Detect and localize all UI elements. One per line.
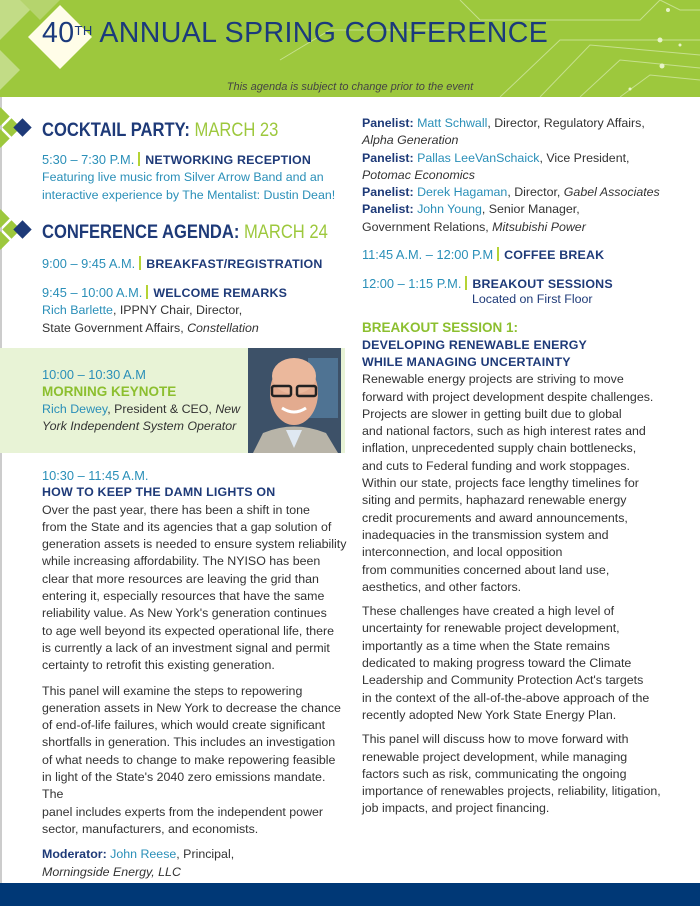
panel-description-1 — [42, 502, 347, 675]
cocktail-heading: COCKTAIL PARTY: MARCH 23 — [42, 119, 279, 141]
text-line: siting and permits, haphazard renewable energy — [362, 493, 627, 508]
title-text: ANNUAL SPRING CONFERENCE — [92, 17, 549, 49]
text-line: is currently a lack of an investment signal and permit — [42, 640, 330, 655]
text-line: Over the past year, there has been a shift in tone — [42, 502, 310, 517]
text-line: job impacts, and project financing. — [362, 801, 550, 816]
panelist: Panelist: John Young, Senior Manager, Government Relations, Mitsubishi Power — [362, 202, 586, 234]
text-line: clear that more resources are leaving the grid than — [42, 571, 319, 586]
text-line: This panel will discuss how to move forward with — [362, 732, 629, 747]
text-line: entering it, especially resources that have the same — [42, 589, 325, 604]
text-line: Renewable energy projects are striving to move — [362, 372, 624, 387]
text-line: shortfalls in generation. This includes an investigation — [42, 735, 336, 750]
agenda-heading: CONFERENCE AGENDA: MARCH 24 — [42, 221, 328, 243]
text-line: and national factors, such as high interest rates and — [362, 424, 646, 439]
text-line: This panel will examine the steps to repowering — [42, 683, 303, 698]
text-line: These challenges have created a high level of — [362, 604, 615, 619]
panel-session: 10:30 – 11:45 A.M. HOW TO KEEP THE DAMN LIGHTS ON Over the past year, there has been a shift in tone from the State and its agencies that a gap solution of generation assets is needed to ensure system reliability while increasing affordability. The NYISO has been clear that more resources are leaving the grid than entering it, especially resources that have the same reliability value. As New York's generation continues to age well beyond its expected operational life, there is currently a lack of an investment signal and permit certainty to retrofit this existing generation. This panel will examine the steps to repowering generation assets in New York to decrease the chance of end-of-life failures, which would create significant shortfalls in generation. This includes an investigation of what needs to change to make repowering feasible in light of the State's 2040 zero emissions mandate. The panel includes experts from the independent power sector, manufacturers, and economists. Moderator: John Reese, Principal, Morningside Energy, LLC — [42, 468, 347, 879]
session1-description-2 — [362, 603, 692, 724]
panelist-list — [362, 115, 692, 236]
text-line: while increasing affordability. The NYISO has been — [42, 554, 321, 569]
text-line: of end-of-life failures, which would create significant — [42, 718, 326, 733]
text-line: recently adopted New York State Energy Plan. — [362, 707, 617, 722]
text-line: generation assets is needed to ensure system reliability — [42, 537, 347, 552]
text-line: factors such as risk, communicating the ongoing — [362, 766, 627, 781]
text-line: inflation, unprecedented supply chain bottlenecks, — [362, 441, 637, 456]
text-line: reliability value. As New York's generation continues — [42, 606, 327, 621]
text-line: Projects are slower in getting built due to global — [362, 406, 622, 421]
text-line: inadequacies in the transmission system and — [362, 527, 609, 542]
breakout-location: Located on First Floor — [472, 292, 593, 307]
text-line: interactive experience by The Mentalist: Dustin Dean! — [42, 187, 336, 202]
text-line: in light of the State's 2040 zero emissions mandate. The — [42, 770, 326, 802]
right-column: Panelist: Matt Schwall, Director, Regulatory Affairs, Alpha Generation Panelist: Pallas LeeVanSchaick, Vice President, Potomac Economics Panelist: Derek Hagaman, Director, Gabel Associates Panelist: John Young, Senior Manager, Government Relations, Mitsubishi Power 11:45 A.M. – 12:00 P.M COFFEE BREAK 12:00 – 1:15 P.M. BREAKOUT SESSIONS Located on First Floor BREAKOUT SESSION 1: DEVELOPING RENEWABLE ENERGY WHILE MANAGING UNCERTAINTY Renewable energy projects are striving to move forward with project development despite challenges. Projects are slower in getting built due to global and national factors, such as high interest rates and inflation, unprecedented supply chain bottlenecks, and cuts to Federal funding and work stoppages. Within our state, projects face lengthy timelines for siting and permits, haphazard renewable energy credit procurements and award announcements, inadequacies in the transmission system and interconnection, and local opposition from communities concerned about land use, aesthetics, and other factors. These challenges have created a high level of uncertainty for renewable project development, importantly as a time when the State remains dedicated to making progress toward the Climate Leadership and Community Protection Act's targets in the context of the all-of-the-above approach of the recently adopted New York State Energy Plan. This panel will discuss how to move forward with renewable project development, while managing factors such as risk, communicating the ongoing importance of renewables projects, reliability, litigation, job impacts, and project financing. — [362, 115, 692, 818]
diamond-icon-cluster-2 — [0, 210, 30, 254]
footer-bar — [0, 883, 700, 906]
breakout-item: 12:00 – 1:15 P.M. BREAKOUT SESSIONS — [362, 276, 613, 292]
agenda-date: MARCH 24 — [243, 221, 328, 243]
diamond-icon-cluster-1 — [0, 108, 30, 152]
welcome-item: 9:45 – 10:00 A.M. WELCOME REMARKS Rich Barlette, IPPNY Chair, Director, State Government Affairs, Constellation — [42, 285, 288, 335]
text-line: and cuts to Federal funding and work stoppages. — [362, 458, 630, 473]
text-line: sector, manufacturers, and economists. — [42, 821, 259, 836]
keynote-label: MORNING KEYNOTE — [42, 384, 177, 400]
text-line: uncertainty for renewable project development, — [362, 621, 620, 636]
text-line: Featuring live music from Silver Arrow Band and an — [42, 170, 324, 185]
text-line: from the State and its agencies that a gap solution of — [42, 519, 332, 534]
text-line: of what needs to change to make repowering feasible — [42, 752, 336, 767]
text-line: Leadership and Community Protection Act's targets — [362, 673, 644, 688]
text-line: from communities concerned about land use, — [362, 562, 610, 577]
text-line: importance of renewables projects, reliability, litigation, — [362, 784, 661, 799]
text-line: in the context of the all-of-the-above approach of the — [362, 690, 650, 705]
cocktail-date: MARCH 23 — [194, 119, 279, 141]
conference-title — [42, 15, 548, 51]
breakfast-item: 9:00 – 9:45 A.M. BREAKFAST/REGISTRATION — [42, 256, 323, 271]
text-line: generation assets in New York to decrease the chance — [42, 700, 341, 715]
panelist: Panelist: Matt Schwall, Director, Regulatory Affairs, Alpha Generation — [362, 116, 645, 148]
text-line: credit procurements and award announcements, — [362, 510, 628, 525]
text-line: certainty to retrofit this existing generation. — [42, 658, 275, 673]
keynote-item: 10:00 – 10:30 A.M MORNING KEYNOTE Rich Dewey, President & CEO, New York Independent System Operator — [42, 367, 241, 433]
panel-description-2 — [42, 683, 347, 839]
moderator: Moderator: John Reese, Principal, — [42, 847, 235, 862]
keynote-speaker-photo — [248, 348, 341, 453]
text-line: to age well beyond its expected operational life, there — [42, 623, 335, 638]
agenda-disclaimer: This agenda is subject to change prior to the event — [226, 81, 474, 93]
session1-label: BREAKOUT SESSION 1: — [362, 320, 519, 336]
title-superscript: TH — [74, 23, 93, 38]
text-line: aesthetics, and other factors. — [362, 579, 522, 594]
text-line: panel includes experts from the independent power — [42, 804, 324, 819]
panelist: Panelist: Pallas LeeVanSchaick, Vice President, Potomac Economics — [362, 150, 630, 182]
session1-description-1 — [362, 371, 692, 596]
coffee-item: 11:45 A.M. – 12:00 P.M COFFEE BREAK — [362, 247, 605, 263]
text-line: forward with project development despite challenges. — [362, 389, 654, 404]
panelist: Panelist: Derek Hagaman, Director, Gabel Associates — [362, 185, 660, 200]
cocktail-event: 5:30 – 7:30 P.M. NETWORKING RECEPTION Featuring live music from Silver Arrow Band and an interactive experience by The Mentalist: Dustin Dean! — [42, 151, 352, 204]
text-line: interconnection, and local opposition — [362, 545, 563, 560]
panel-title: HOW TO KEEP THE DAMN LIGHTS ON — [42, 485, 276, 500]
title-number: 40 — [42, 17, 75, 49]
text-line: Within our state, projects face lengthy timelines for — [362, 476, 639, 491]
text-line: renewable project development, while managing — [362, 749, 628, 764]
cocktail-description — [42, 169, 352, 204]
text-line: importantly as a time when the State remains — [362, 638, 610, 653]
session1-description-3 — [362, 731, 692, 817]
text-line: dedicated to making progress toward the Climate — [362, 656, 632, 671]
